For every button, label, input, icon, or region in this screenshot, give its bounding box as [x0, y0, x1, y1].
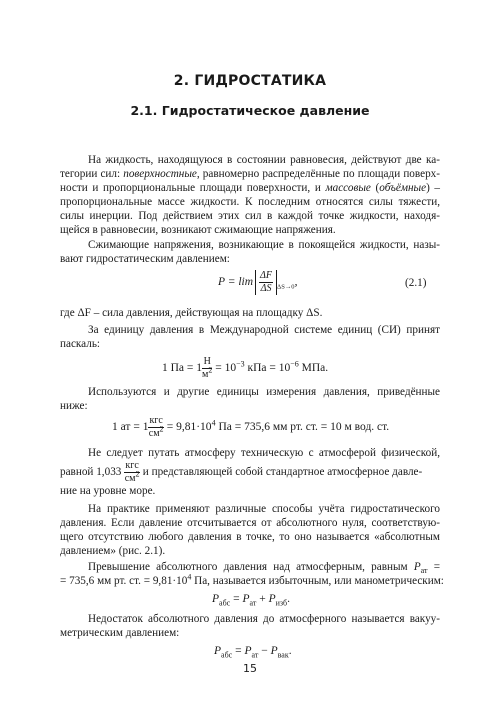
- paragraph-line: За единицу давления в Международной системе единиц (СИ) принят: [88, 324, 440, 336]
- paragraph-line: Сжимающие напряжения, возникающие в покоящейся жидкости, назы-: [88, 239, 440, 251]
- paragraph-line: тегории сил: поверхностные, равномерно распределённые по площади поверх-: [60, 168, 440, 180]
- italic-term: массовые: [325, 182, 371, 194]
- paragraph-line: паскаль:: [60, 338, 101, 350]
- paragraph-line: ности и пропорциональные площади поверхности, и массовые (объёмные) –: [60, 182, 441, 194]
- chapter-heading: 2. ГИДРОСТАТИКА: [173, 73, 327, 89]
- vacuum-pressure-equation: $P_{абс} = P_{ат} - P_{вак}$.: [214, 645, 292, 660]
- paragraph-line: Не следует путать атмосферу техническую с атмосферой физической,: [88, 447, 440, 459]
- paragraph-line: давлением» (рис. 2.1).: [60, 545, 166, 557]
- paragraph-line: щейся в равновесии, возникают сжимающие напряжения.: [60, 224, 336, 236]
- excess-pressure-equation: $P_{абс} = P_{ат} + P_{изб}$.: [212, 593, 290, 608]
- equation-number: (2.1): [405, 277, 427, 289]
- paragraph-line: Используются и другие единицы измерения давления, приведённые: [88, 386, 440, 398]
- paragraph-line: где ΔF – сила давления, действующая на площадку ΔS.: [60, 307, 323, 319]
- technical-atmosphere-equation: 1 ат = 1 $\frac{\text{кгс}}{см^2}$ = $9,81\cdot 10^4$ Па = 735,6 мм рт. ст. = 10 м вод. ст.: [112, 415, 390, 439]
- paragraph-line: метрическим давлением:: [60, 627, 180, 639]
- section-heading: 2.1. Гидростатическое давление: [130, 103, 370, 118]
- paragraph-line: Недостаток абсолютного давления до атмосферного называется вакуу-: [88, 613, 440, 625]
- paragraph-line: вают гидростатическим давлением:: [60, 253, 230, 265]
- paragraph-line: щего отсутствию любого давления в точке, то оно называется «абсолютным: [60, 531, 440, 543]
- paragraph-line: Превышение абсолютного давления над атмосферным, равным $P_{ат}$ =: [88, 561, 441, 576]
- paragraph-line: равной 1,033 $\frac{\text{кгс}}{см^2}$ и представляющей собой стандартное атмосферное давле-: [60, 460, 423, 484]
- paragraph-line: ниже:: [60, 400, 88, 412]
- italic-term: поверхностные: [123, 168, 197, 180]
- pascal-equation: 1 Па = 1 $\frac{Н}{м^2}$ = $10^{-3}$ кПа = $10^{-6}$ МПа.: [162, 356, 329, 380]
- paragraph-line: ние на уровне море.: [60, 485, 156, 497]
- equation-2-1: P = lim $\frac{\Delta F}{\Delta S}$ $_{\Delta S\to 0}$,: [218, 270, 298, 294]
- paragraph-line: пропорциональные массе жидкости. К последним относятся силы тяжести,: [60, 196, 440, 208]
- paragraph-line: = 735,6 мм рт. ст. = $9,81\cdot 10^4$ Па, называется избыточным, или манометрическим:: [60, 572, 444, 587]
- paragraph-line: На практике применяют различные способы учёта гидростатического: [88, 503, 440, 515]
- paragraph-line: силы инерции. Под действием этих сил в каждой точке жидкости, находя-: [60, 210, 440, 222]
- paragraph-line: На жидкость, находящуюся в состоянии равновесия, действуют две ка-: [88, 154, 440, 166]
- paragraph-line: давления. Если давление отсчитывается от абсолютного нуля, соответствую-: [60, 517, 440, 529]
- italic-term: объёмные: [379, 182, 427, 194]
- page-number: 15: [243, 662, 257, 675]
